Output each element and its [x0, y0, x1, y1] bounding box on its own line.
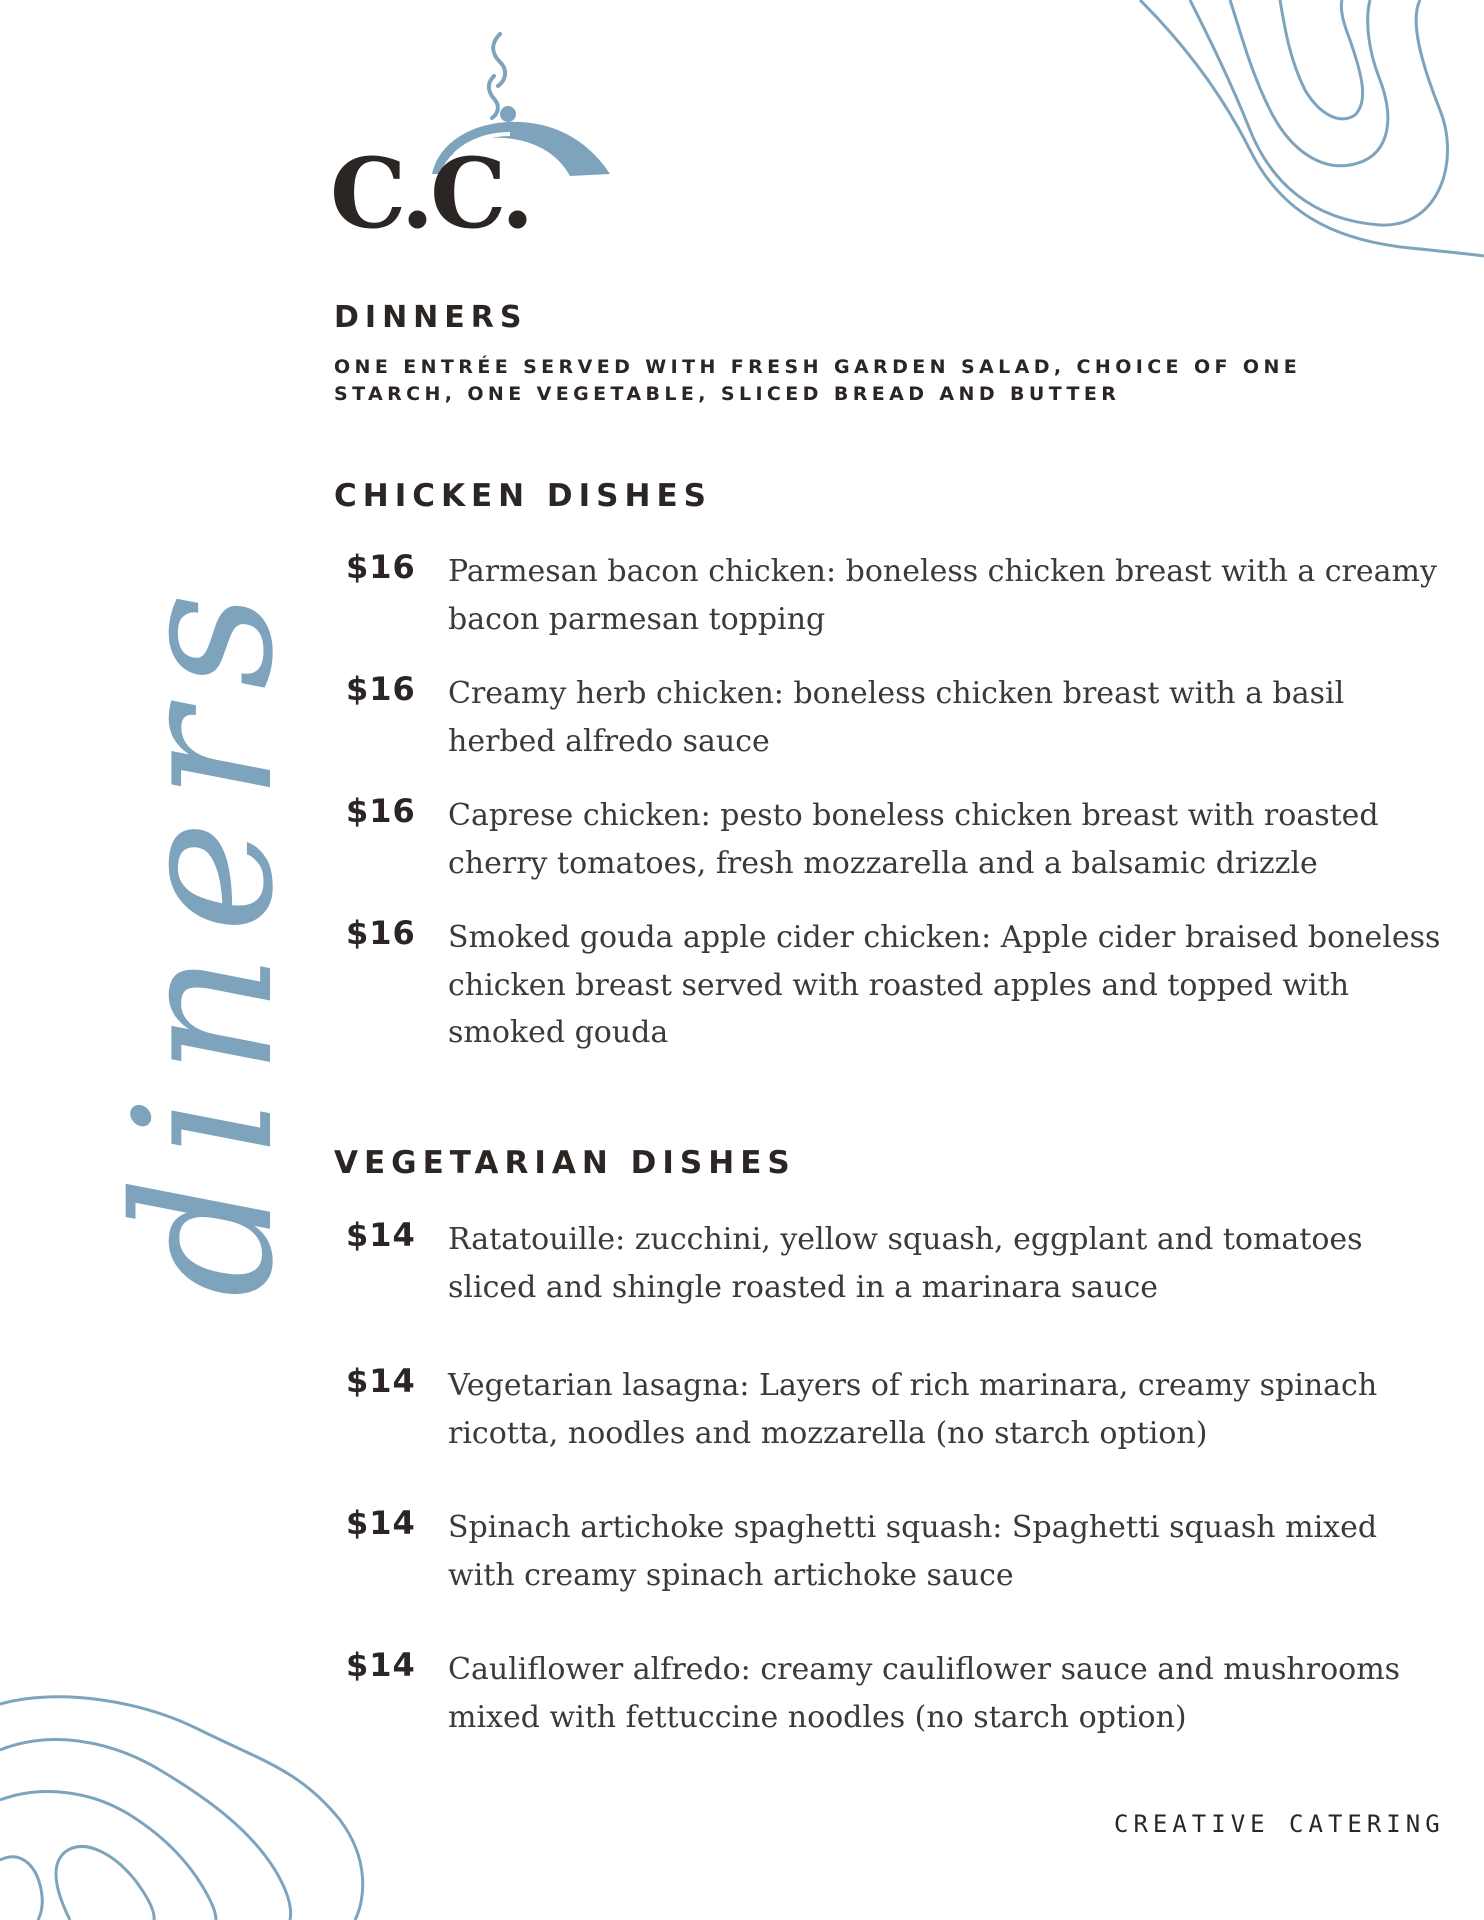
logo-text: C.C.: [330, 137, 531, 250]
script-word-container: [30, 360, 315, 1510]
item-description: Caprese chicken: pesto boneless chicken breast with roasted cherry tomatoes, fresh mozzarella and a balsamic drizzle: [448, 798, 1379, 881]
script-word: diners: [94, 572, 315, 1298]
item-description: Vegetarian lasagna: Layers of rich marinara, creamy spinach ricotta, noodles and mozzarella (no starch option): [448, 1368, 1378, 1451]
item-price: $14: [346, 1216, 416, 1254]
topographic-lines-top-right: [1120, 0, 1484, 270]
section-title-chicken: CHICKEN DISHES: [334, 478, 712, 514]
item-description: Ratatouille: zucchini, yellow squash, eggplant and tomatoes sliced and shingle roasted in a marinara sauce: [448, 1222, 1363, 1305]
item-description: Parmesan bacon chicken: boneless chicken breast with a creamy bacon parmesan topping: [448, 554, 1437, 637]
footer-brand: CREATIVE CATERING: [1114, 1810, 1445, 1838]
topographic-lines-bottom-left: [0, 1690, 380, 1920]
item-description: Smoked gouda apple cider chicken: Apple cider braised boneless chicken breast served with roasted apples and topped with smoked gouda: [448, 920, 1441, 1050]
item-description: Spinach artichoke spaghetti squash: Spaghetti squash mixed with creamy spinach artichoke sauce: [448, 1510, 1378, 1593]
menu-title: DINNERS: [334, 300, 528, 335]
item-price: $14: [346, 1362, 416, 1400]
item-price: $16: [346, 670, 416, 708]
item-price: $14: [346, 1646, 416, 1684]
menu-subtitle: ONE ENTRÉE SERVED WITH FRESH GARDEN SALAD, CHOICE OF ONE STARCH, ONE VEGETABLE, SLICED BREAD AND BUTTER: [334, 356, 1302, 405]
item-price: $16: [346, 914, 416, 952]
item-description: Cauliflower alfredo: creamy cauliflower sauce and mushrooms mixed with fettuccine noodles (no starch option): [448, 1652, 1401, 1735]
section-title-vegetarian: VEGETARIAN DISHES: [334, 1145, 796, 1181]
logo: [330, 28, 630, 253]
item-price: $14: [346, 1504, 416, 1542]
item-description: Creamy herb chicken: boneless chicken breast with a basil herbed alfredo sauce: [448, 676, 1345, 759]
item-price: $16: [346, 548, 416, 586]
item-price: $16: [346, 792, 416, 830]
